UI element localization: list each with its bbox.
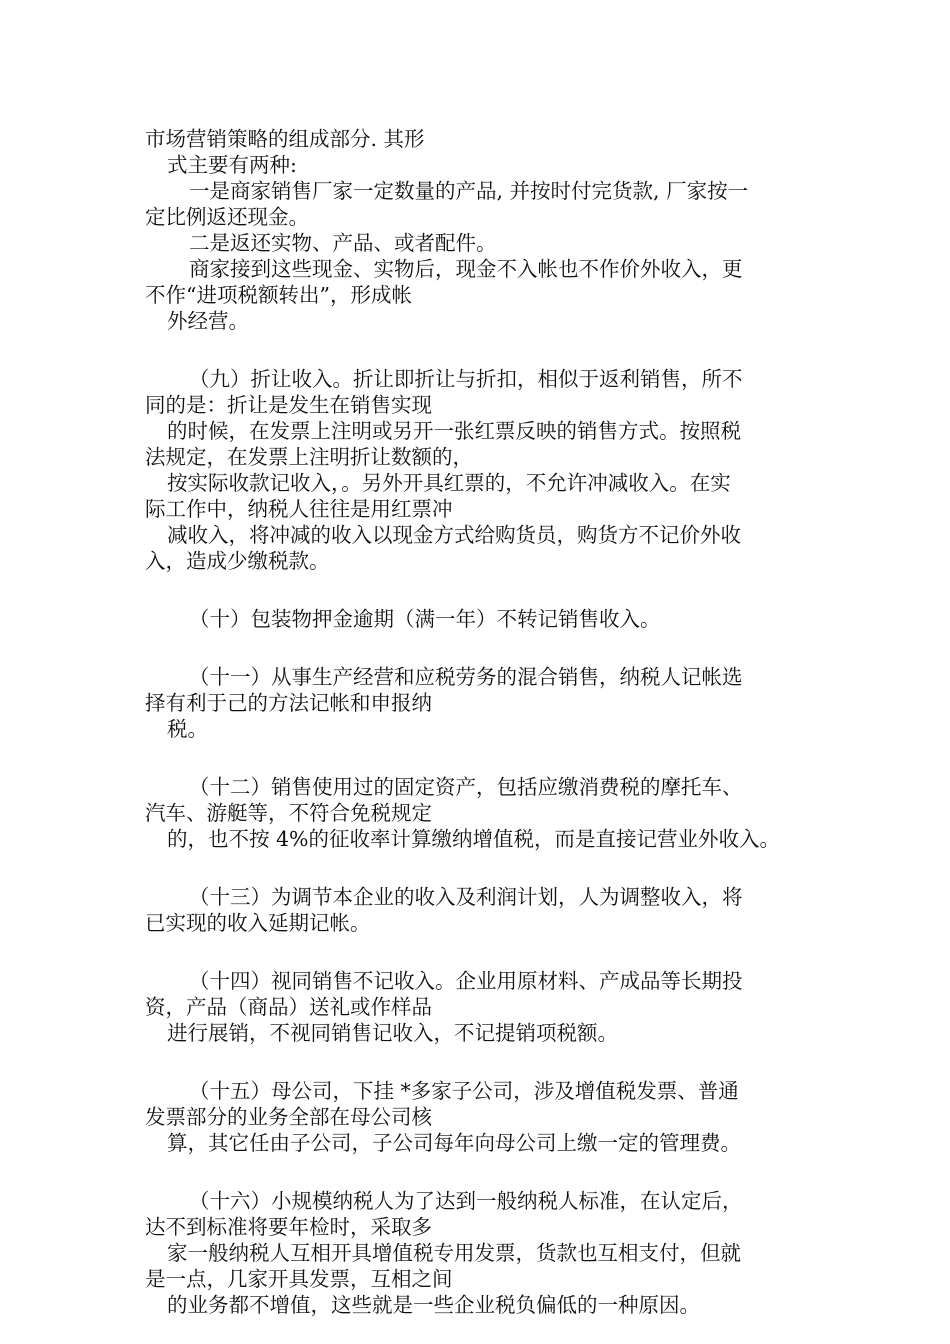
text-line: 式主要有两种: [167,153,297,177]
text-line: 按实际收款记收入，。另外开具红票的，不允许冲减收入。在实 [167,471,731,495]
text-line: （十一）从事生产经营和应税劳务的混合销售，纳税人记帐选 [189,665,743,689]
text-line: 不作“进项税额转出”，形成帐 [145,283,412,307]
paragraph-gap [145,1046,825,1078]
text-line: 一是商家销售厂家一定数量的产品, 并按时付完货款, 厂家按一 [189,179,749,203]
text-line: 资，产品（商品）送礼或作样品 [145,995,432,1019]
text-line: 的，也不按 4%的征收率计算缴纳增值税，而是直接记营业外收入。 [167,827,781,851]
paragraph-gap [145,852,825,884]
paragraph-gap [145,936,825,968]
text-line: 进行展销，不视同销售记收入，不记提销项税额。 [167,1021,618,1045]
text-line: （九）折让收入。折让即折让与折扣，相似于返利销售，所不 [189,367,743,391]
text-line: （十六）小规模纳税人为了达到一般纳税人标准，在认定后， [189,1189,743,1213]
text-line: 家一般纳税人互相开具增值税专用发票，货款也互相支付，但就 [167,1241,741,1265]
text-line: 减收入，将冲减的收入以现金方式给购货员，购货方不记价外收 [167,523,741,547]
text-line: 外经营。 [167,309,249,333]
text-line: 定比例返还现金。 [145,205,309,229]
text-line: 算，其它任由子公司，子公司每年向母公司上缴一定的管理费。 [167,1131,741,1155]
text-line: 的业务都不增值，这些就是一些企业税负偏低的一种原因。 [167,1293,700,1317]
document-body [145,126,825,1318]
paragraph-gap [145,742,825,774]
text-line: 发票部分的业务全部在母公司核 [145,1105,432,1129]
text-line: 市场营销策略的组成部分. 其形 [145,127,425,151]
text-line: （十五）母公司，下挂 *多家子公司，涉及增值税发票、普通 [189,1079,739,1103]
text-line: 法规定，在发票上注明折让数额的， [145,445,473,469]
text-line: 商家接到这些现金、实物后，现金不入帐也不作价外收入，更 [189,257,743,281]
text-line: 税。 [167,717,208,741]
text-line: 同的是：折让是发生在销售实现 [145,393,432,417]
paragraph-gap [145,334,825,366]
paragraph-gap [145,574,825,606]
paragraph-gap [145,632,825,664]
text-line: 达不到标准将要年检时，采取多 [145,1215,432,1239]
text-line: 已实现的收入延期记帐。 [145,911,371,935]
text-line: 际工作中，纳税人往往是用红票冲 [145,497,453,521]
text-line: 择有利于己的方法记帐和申报纳 [145,691,432,715]
paragraph-gap [145,1156,825,1188]
text-line: 汽车、游艇等，不符合免税规定 [145,801,432,825]
text-line: 入，造成少缴税款。 [145,549,330,573]
text-line: （十三）为调节本企业的收入及利润计划，人为调整收入，将 [189,885,743,909]
text-line: （十）包装物押金逾期（满一年）不转记销售收入。 [189,607,661,631]
text-line: （十四）视同销售不记收入。企业用原材料、产成品等长期投 [189,969,743,993]
text-line: 是一点，几家开具发票，互相之间 [145,1267,453,1291]
text-line: 二是返还实物、产品、或者配件。 [189,231,497,255]
text-line: （十二）销售使用过的固定资产，包括应缴消费税的摩托车、 [189,775,743,799]
text-line: 的时候，在发票上注明或另开一张红票反映的销售方式。按照税 [167,419,741,443]
